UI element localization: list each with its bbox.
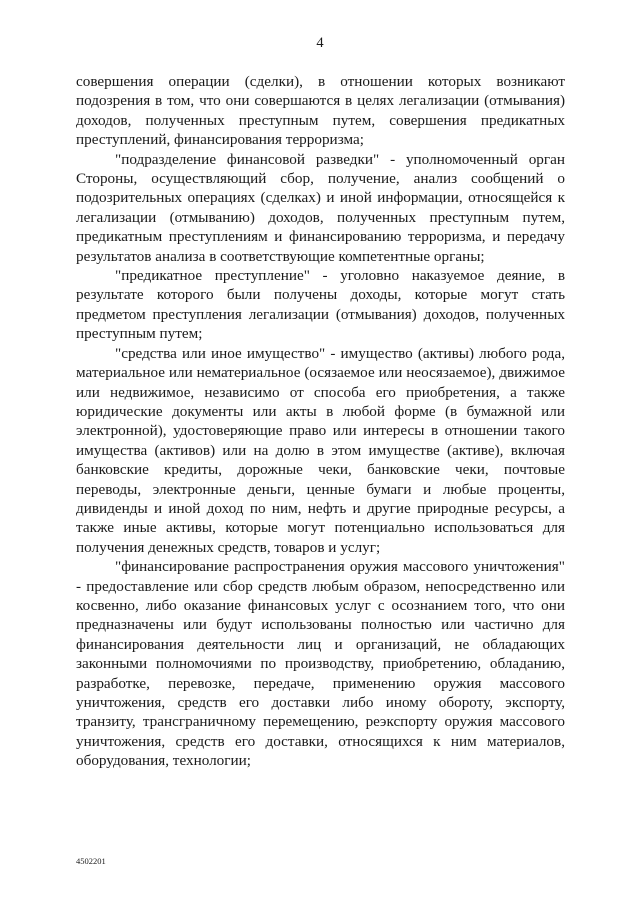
paragraph-continuation: совершения операции (сделки), в отношении которых возникают подозрения в том, что они совершаются в целях легализации (отмывания) доходов, полученных преступным путем, совершения предикатных преступлений, финансирования терроризма;	[76, 73, 565, 149]
paragraph-definition-fiu: "подразделение финансовой разведки" - уполномоченный орган Стороны, осуществляющий сбор, получение, анализ сообщений о подозрительных операциях (сделках) и иной информации, относящейся к легализации (отмыванию) доходов, полученных преступным путем, предикатным преступлениям и финансированию терроризма, и передачу результатов анализа в соответствующие компетентные органы;	[76, 150, 565, 265]
document-code: 4502201	[76, 856, 106, 866]
paragraph-definition-funds-property: "средства или иное имущество" - имущество (активы) любого рода, материальное или нематериальное (осязаемое или неосязаемое), движимое или недвижимое, независимо от способа его приобретения, а также юридические документы или акты в любой форме (в бумажной или электронной), удостоверяющие право или интересы в отношении такого имущества (активов) или на долю в этом имуществе (активе), включая банковские кредиты, дорожные чеки, банковские чеки, почтовые переводы, электронные деньги, ценные бумаги и любые проценты, дивиденды и иной доход по ним, нефть и другие природные ресурсы, а также иные активы, которые могут потенциально использоваться для получения денежных средств, товаров и услуг;	[76, 344, 565, 556]
paragraph-definition-predicate-offence: "предикатное преступление" - уголовно наказуемое деяние, в результате которого были получены доходы, которые могут стать предметом преступления легализации (отмывания) доходов, полученных преступным путем;	[76, 267, 565, 343]
page-number: 4	[316, 35, 324, 51]
paragraph-definition-proliferation-financing: "финансирование распространения оружия массового уничтожения" - предоставление или сбор средств любым образом, непосредственно или косвенно, либо оказание финансовых услуг с осознанием того, что они предназначены или будут использованы полностью или частично для финансирования деятельности лиц и организаций, не обладающих законными полномочиями по производству, приобретению, обладанию, разработке, перевозке, передаче, применению оружия массового уничтожения, средств его доставки либо иному обороту, экспорту, транзиту, трансграничному перемещению, реэкспорту оружия массового уничтожения, средств его доставки, относящихся к ним материалов, оборудования, технологии;	[76, 558, 565, 770]
document-body	[76, 72, 565, 771]
